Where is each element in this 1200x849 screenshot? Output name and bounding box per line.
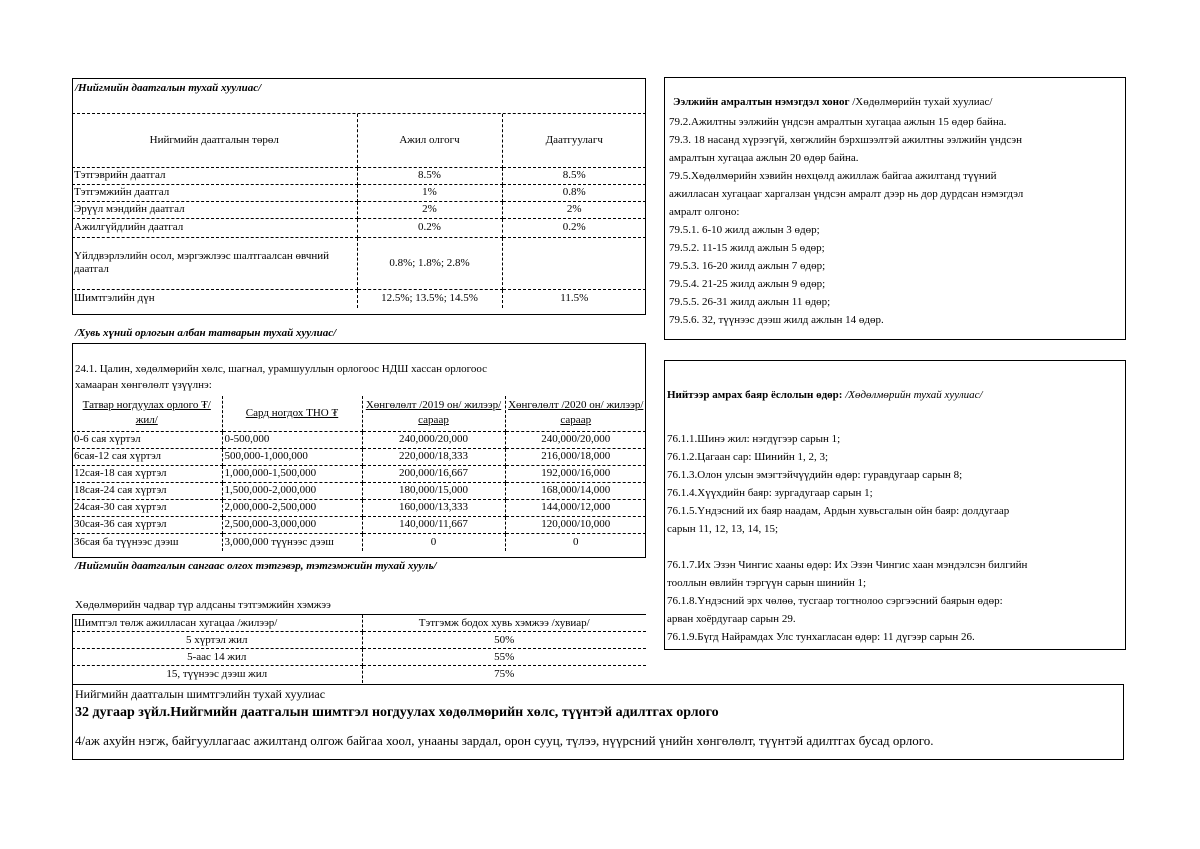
cell: 50% [362,632,646,649]
table-row [72,237,646,289]
sickness-subtitle: Хөдөлмөрийн чадвар түр алдсаны тэтгэмжийн хэмжээ [75,599,331,611]
leave-line: амралтын хугацаа ажлын 20 өдөр байна. [669,152,859,164]
cell: 140,000/11,667 [362,516,505,533]
cell: 0.2% [357,218,502,237]
cell: Тэтгэврийн даатгал [72,167,357,184]
cell: 0 [362,533,505,551]
cell: 15, түүнээс дээш жил [72,666,362,683]
tax-header-monthly: Сард ногдох ТНО ₮ [222,396,362,431]
holiday-line: 76.1.1.Шинэ жил: нэгдүгээр сарын 1; [667,433,841,445]
sickness-title: /Нийгмийн даатгалын сангаас олгох тэтгэвэр, тэтгэмжийн тухай хууль/ [75,560,437,572]
holiday-line: 76.1.5.Үндэсний их баяр наадам, Ардын хувьсгалын ойн баяр: долдугаар [667,505,1010,517]
sickness-table [72,614,646,683]
cell: 2% [502,201,646,218]
table-row [72,448,646,465]
contribution-line3: 4/аж ахуйн нэгж, байгууллагаас ажилтанд олгож байгаа хоол, унааны зардал, орон сууц, түлээ, нүүрсний үнийн хөнгөлөлт, түүнтэй адилтгах бусад орлого. [75,733,934,748]
tax-note-line2: хамааран хөнгөлөлт үзүүлнэ: [75,379,212,391]
insurance-table [72,114,646,308]
cell: Шимтгэлийн дүн [72,289,357,308]
holiday-line: тооллын өвлийн тэргүүн сарын шинийн 1; [667,577,867,589]
cell: 144,000/12,000 [505,499,646,516]
cell: 0.2% [502,218,646,237]
table-row [72,649,646,666]
holiday-line: сарын 11, 12, 13, 14, 15; [667,523,779,535]
table-row [72,218,646,237]
cell: 30сая-36 сая хүртэл [72,516,222,533]
cell: 240,000/20,000 [505,431,646,448]
sickness-left-border [72,614,73,684]
cell: Эрүүл мэндийн даатгал [72,201,357,218]
tax-header-2019: Хөнгөлөлт /2019 он/ жилээр/ сараар [362,396,505,431]
leave-line: 79.5.1. 6-10 жилд ажлын 3 өдөр; [669,224,820,236]
cell: 6сая-12 сая хүртэл [72,448,222,465]
cell: 1% [357,184,502,201]
table-row [72,184,646,201]
tax-note-line1: 24.1. Цалин, хөдөлмөрийн хөлс, шагнал, урамшууллын орлогоос НДШ хассан орлогоос [75,363,487,375]
table-row [72,431,646,448]
table-row [72,465,646,482]
cell: 168,000/14,000 [505,482,646,499]
cell: 0-6 сая хүртэл [72,431,222,448]
holiday-line: 76.1.7.Их Эзэн Чингис хааны өдөр: Их Эзэн Чингис хаан мэндэлсэн билгийн [667,559,1028,571]
insurance-title: /Нийгмийн даатгалын тухай хуулиас/ [75,82,262,94]
table-row [72,201,646,218]
holiday-line: арван хоёрдугаар сарын 29. [667,613,796,625]
leave-line: 79.5.4. 21-25 жилд ажлын 9 өдөр; [669,278,826,290]
cell: 192,000/16,000 [505,465,646,482]
cell: 1,500,000-2,000,000 [222,482,362,499]
cell: 1,000,000-1,500,000 [222,465,362,482]
tax-header-2020: Хөнгөлөлт /2020 он/ жилээр/ сараар [505,396,646,431]
holiday-line: 76.1.2.Цагаан сар: Шинийн 1, 2, 3; [667,451,829,463]
cell: 3,000,000 түүнээс дээш [222,533,362,551]
cell: Үйлдвэрлэлийн осол, мэргэжлээс шалтгаалсан өвчний даатгал [72,237,357,289]
table-row [72,482,646,499]
cell: 24сая-30 сая хүртэл [72,499,222,516]
table-row [72,516,646,533]
cell: 120,000/10,000 [505,516,646,533]
holidays-box [664,360,1126,650]
leave-line: 79.5.Хөдөлмөрийн хэвийн нөхцөлд ажиллаж байгаа ажилтанд түүний [669,170,997,182]
cell: 12.5%; 13.5%; 14.5% [357,289,502,308]
cell: Тэтгэмжийн даатгал [72,184,357,201]
table-row [72,666,646,683]
cell: 2,000,000-2,500,000 [222,499,362,516]
cell: 0.8%; 1.8%; 2.8% [357,237,502,289]
table-row [72,289,646,308]
cell: 216,000/18,000 [505,448,646,465]
leave-title-bold: Ээлжийн амралтын нэмэгдэл хоног [673,96,850,108]
cell: 220,000/18,333 [362,448,505,465]
insurance-header-insured: Даатгуулагч [502,114,646,167]
cell: 180,000/15,000 [362,482,505,499]
holiday-line: 76.1.3.Олон улсын эмэгтэйчүүдийн өдөр: гуравдугаар сарын 8; [667,469,963,481]
cell: 8.5% [357,167,502,184]
cell: 12сая-18 сая хүртэл [72,465,222,482]
contribution-line1: Нийгмийн даатгалын шимтгэлийн тухай хуулиас [75,687,326,701]
cell: 200,000/16,667 [362,465,505,482]
cell: Ажилгүйдлийн даатгал [72,218,357,237]
leave-title-source: /Хөдөлмөрийн тухай хуулиас/ [849,96,993,108]
holidays-title-source: /Хөдөлмөрийн тухай хуулиас/ [842,389,983,401]
cell: 2% [357,201,502,218]
table-row [72,533,646,551]
holidays-title-bold: Нийтээр амрах баяр ёслолын өдөр: [667,389,843,401]
holiday-line: 76.1.4.Хүүхдийн баяр: зургадугаар сарын 1; [667,487,873,499]
tax-table [72,396,646,551]
cell: 55% [362,649,646,666]
cell: 5 хүртэл жил [72,632,362,649]
leave-line: 79.2.Ажилтны ээлжийн үндсэн амралтын хугацаа ажлын 15 өдөр байна. [669,116,1007,128]
leave-title [673,96,992,108]
table-row [72,499,646,516]
holiday-line: 76.1.8.Үндэсний эрх чөлөө, тусгаар тогтнолоо сэргээсний баярын өдөр: [667,595,1003,607]
cell: 5-аас 14 жил [72,649,362,666]
table-row [72,167,646,184]
cell: 8.5% [502,167,646,184]
cell: 75% [494,667,515,680]
leave-line: 79.5.2. 11-15 жилд ажлын 5 өдөр; [669,242,825,254]
leave-line: амралт олгоно: [669,206,740,218]
leave-line: 79.5.3. 16-20 жилд ажлын 7 өдөр; [669,260,826,272]
leave-box [664,77,1126,340]
cell: 18сая-24 сая хүртэл [72,482,222,499]
cell: 160,000/13,333 [362,499,505,516]
leave-line: 79.5.6. 32, түүнээс дээш жилд ажлын 14 өдөр. [669,314,884,326]
cell: 240,000/20,000 [362,431,505,448]
cell: 2,500,000-3,000,000 [222,516,362,533]
holidays-title [667,389,983,401]
cell: 0-500,000 [222,431,362,448]
leave-line: 79.5.5. 26-31 жилд ажлын 11 өдөр; [669,296,831,308]
cell: 0.8% [502,184,646,201]
leave-line: ажилласан хугацааг харгалзан үндсэн амралт дээр нь дор дурдсан нэмэгдэл [669,188,1024,200]
table-row [72,632,646,649]
sickness-header-period: Шимтгэл төлж ажилласан хугацаа /жилээр/ [72,615,362,632]
contribution-line2: 32 дугаар зүйл.Нийгмийн даатгалын шимтгэл ногдуулах хөдөлмөрийн хөлс, түүнтэй адилтгах орлого [75,705,719,720]
cell: 36сая ба түүнээс дээш [72,533,222,551]
tax-header-annual: Татвар ногдуулах орлого ₮/жил/ [72,396,222,431]
insurance-header-employer: Ажил олгогч [357,114,502,167]
leave-line: 79.3. 18 насанд хүрээгүй, хөгжлийн бэрхшээлтэй ажилтны ээлжийн үндсэн [669,134,1023,146]
cell: 500,000-1,000,000 [222,448,362,465]
sickness-header-rate: Тэтгэмж бодох хувь хэмжээ /хувиар/ [362,615,646,632]
holiday-line: 76.1.9.Бүгд Найрамдах Улс тунхагласан өдөр: 11 дүгээр сарын 26. [667,631,975,643]
insurance-header-type: Нийгмийн даатгалын төрөл [72,114,357,167]
cell: 0 [573,535,579,548]
tax-title: /Хувь хүний орлогын албан татварын тухай хуулиас/ [75,327,337,339]
cell [502,237,646,289]
cell: 11.5% [560,292,589,305]
